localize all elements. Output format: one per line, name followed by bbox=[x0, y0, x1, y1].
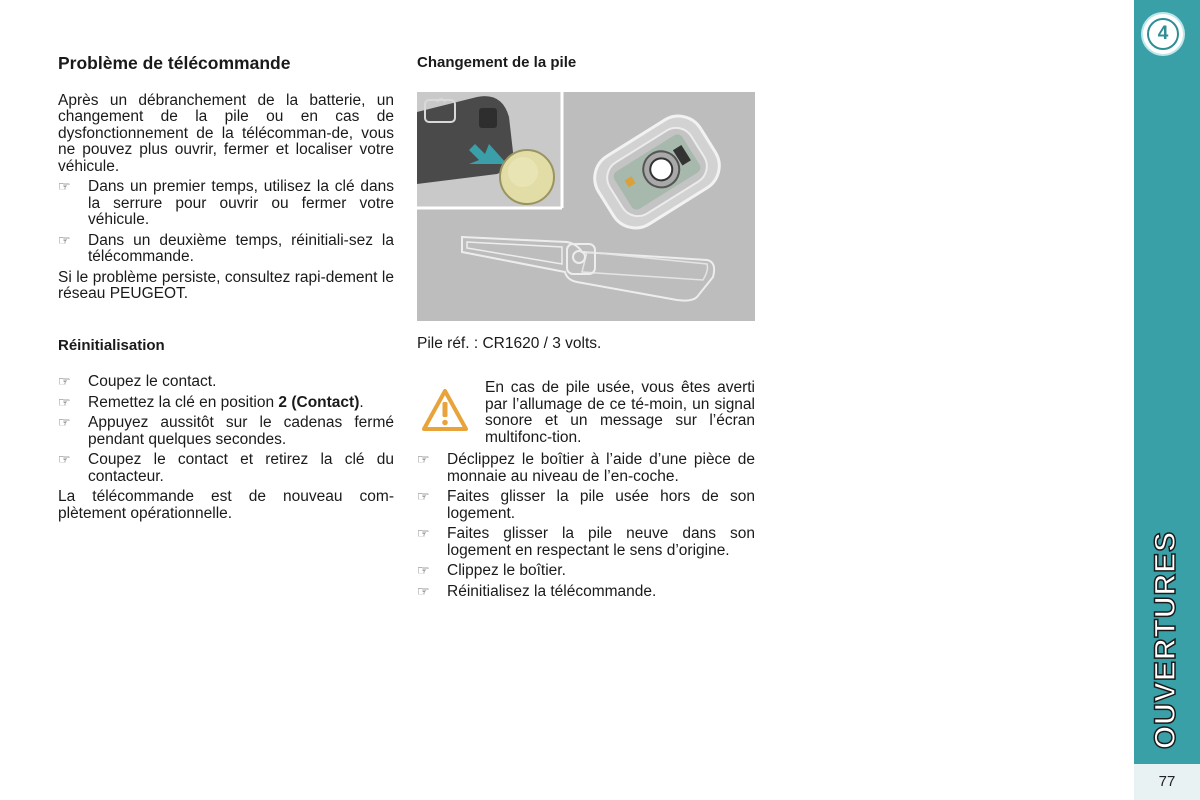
chapter-number: 4 bbox=[1157, 23, 1169, 44]
chapter-title: OUVERTURES bbox=[1149, 530, 1182, 750]
outro-paragraph: La télécommande est de nouveau com-plètement opérationnelle. bbox=[58, 488, 394, 522]
chapter-number-badge bbox=[1143, 14, 1183, 54]
battery-heading: Changement de la pile bbox=[417, 54, 577, 71]
pointing-hand-icon: ☞ bbox=[58, 373, 71, 389]
pointing-hand-icon: ☞ bbox=[417, 451, 430, 467]
list-item: ☞ Réinitialisez la télécommande. bbox=[417, 582, 657, 600]
pointing-hand-icon: ☞ bbox=[58, 231, 71, 248]
list-item: ☞ Faites glisser la pile usée hors de son logement. bbox=[417, 488, 755, 522]
first-steps-list bbox=[58, 179, 394, 266]
pointing-hand-icon: ☞ bbox=[417, 562, 430, 578]
list-item: ☞ Appuyez aussitôt sur le cadenas fermé pendant quelques secondes. bbox=[58, 414, 394, 448]
battery-steps-list bbox=[417, 452, 755, 600]
left-column bbox=[58, 52, 394, 526]
persist-paragraph: Si le problème persiste, consultez rapi-dement le réseau PEUGEOT. bbox=[58, 268, 394, 302]
pointing-hand-icon: ☞ bbox=[58, 178, 71, 194]
list-item: ☞ Coupez le contact et retirez la clé du contacteur. bbox=[58, 451, 394, 485]
pointing-hand-icon: ☞ bbox=[417, 582, 430, 599]
list-item: ☞ Faites glisser la pile neuve dans son logement en respectant le sens d’origine. bbox=[417, 525, 755, 559]
section-heading: Problème de télécommande bbox=[58, 53, 291, 73]
warning-text: En cas de pile usée, vous êtes averti par l’allumage de ce té-moin, un signal sonore et un message sur l’écran multifonc-tion. bbox=[485, 379, 755, 446]
middle-column bbox=[417, 52, 755, 604]
pointing-hand-icon: ☞ bbox=[417, 488, 430, 504]
reinit-steps-list bbox=[58, 374, 394, 485]
warning-block bbox=[417, 380, 755, 446]
pointing-hand-icon: ☞ bbox=[58, 451, 71, 467]
page-number: 77 bbox=[1134, 764, 1200, 800]
list-item: ☞ Remettez la clé en position 2 (Contact). bbox=[58, 393, 364, 411]
list-item: ☞ Coupez le contact. bbox=[58, 373, 217, 390]
list-item: ☞ Dans un deuxième temps, réinitiali-sez la télécommande. bbox=[58, 231, 394, 265]
list-item: ☞ Clippez le boîtier. bbox=[417, 562, 566, 579]
key-battery-illustration bbox=[417, 92, 755, 321]
pointing-hand-icon: ☞ bbox=[417, 525, 430, 541]
battery-reference: Pile réf. : CR1620 / 3 volts. bbox=[417, 334, 602, 352]
chapter-sidebar bbox=[1134, 0, 1200, 800]
intro-paragraph: Après un débranchement de la batterie, un changement de la pile ou en cas de dysfonctionnement de la télécomman-de, vous ne pouvez plus ouvrir, fermer et localiser votre véhicule. bbox=[58, 91, 394, 175]
warning-triangle-icon bbox=[421, 388, 469, 432]
reinit-heading: Réinitialisation bbox=[58, 336, 165, 354]
pointing-hand-icon: ☞ bbox=[58, 414, 71, 430]
pointing-hand-icon: ☞ bbox=[58, 393, 71, 410]
list-item: ☞ Dans un premier temps, utilisez la clé dans la serrure pour ouvrir ou fermer votre véhicule. bbox=[58, 178, 394, 228]
list-item: ☞ Déclippez le boîtier à l’aide d’une pièce de monnaie au niveau de l’en-coche. bbox=[417, 451, 755, 485]
